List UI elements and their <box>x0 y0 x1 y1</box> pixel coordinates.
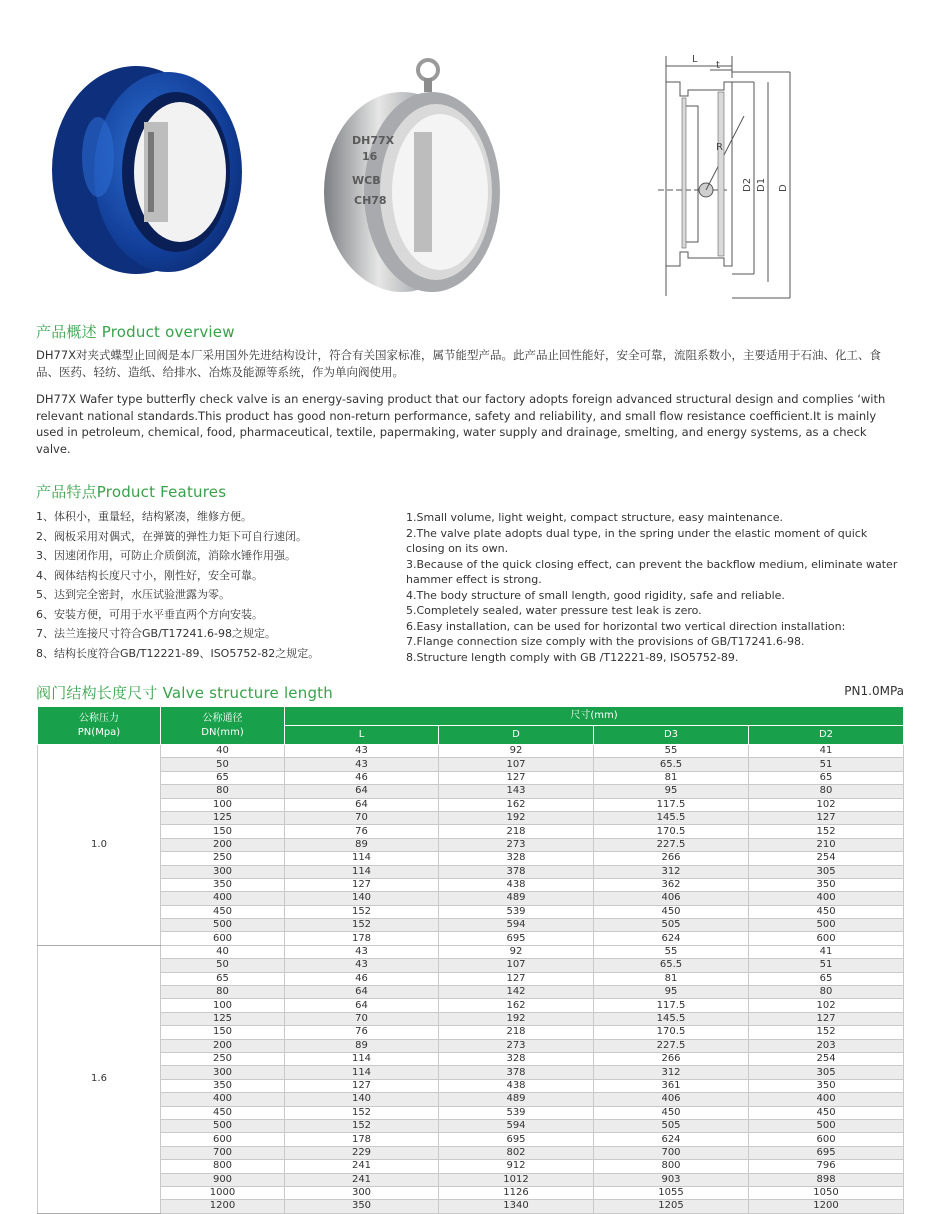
table-row <box>38 892 904 905</box>
d3-cell: 450 <box>594 1106 749 1119</box>
d-cell: 92 <box>439 945 594 958</box>
dn-cell: 40 <box>161 945 285 958</box>
steel-valve-marking-2: 16 <box>362 150 378 163</box>
d-cell: 539 <box>439 905 594 918</box>
steel-valve-marking-1: DH77X <box>352 134 395 147</box>
l-cell: 229 <box>285 1146 439 1159</box>
l-cell: 152 <box>285 1106 439 1119</box>
dn-cell: 80 <box>161 785 285 798</box>
diagram-label-R: R <box>716 142 723 153</box>
d3-cell: 800 <box>594 1160 749 1173</box>
table-row <box>38 1039 904 1052</box>
d-cell: 438 <box>439 1079 594 1092</box>
dn-cell: 600 <box>161 1133 285 1146</box>
dn-cell: 350 <box>161 878 285 891</box>
table-row <box>38 771 904 784</box>
l-cell: 152 <box>285 1119 439 1132</box>
d-cell: 127 <box>439 972 594 985</box>
l-cell: 152 <box>285 905 439 918</box>
l-cell: 127 <box>285 878 439 891</box>
d-cell: 192 <box>439 1012 594 1025</box>
dn-cell: 80 <box>161 986 285 999</box>
d2-cell: 350 <box>749 1079 904 1092</box>
d3-cell: 145.5 <box>594 811 749 824</box>
d2-cell: 450 <box>749 1106 904 1119</box>
d3-cell: 117.5 <box>594 798 749 811</box>
dn-cell: 250 <box>161 852 285 865</box>
table-row <box>38 999 904 1012</box>
dn-cell: 150 <box>161 1026 285 1039</box>
feature-cn-5: 5、达到完全密封，水压试验泄露为零。 <box>36 588 230 601</box>
l-cell: 140 <box>285 892 439 905</box>
l-cell: 64 <box>285 999 439 1012</box>
table-row <box>38 1026 904 1039</box>
d2-cell: 65 <box>749 972 904 985</box>
table-row <box>38 878 904 891</box>
d-cell: 192 <box>439 811 594 824</box>
d2-cell: 41 <box>749 945 904 958</box>
table-row <box>38 1066 904 1079</box>
d-cell: 127 <box>439 771 594 784</box>
table-row <box>38 959 904 972</box>
valve-structure-table <box>37 706 904 1214</box>
l-cell: 43 <box>285 945 439 958</box>
l-cell: 89 <box>285 1039 439 1052</box>
d3-cell: 362 <box>594 878 749 891</box>
features-list-cn <box>36 507 386 663</box>
d-cell: 162 <box>439 999 594 1012</box>
d3-cell: 700 <box>594 1146 749 1159</box>
diagram-label-D1: D1 <box>756 177 767 192</box>
d-cell: 695 <box>439 932 594 945</box>
d2-cell: 254 <box>749 852 904 865</box>
header-size: 尺寸(mm) <box>285 707 904 726</box>
d3-cell: 81 <box>594 972 749 985</box>
d2-cell: 600 <box>749 932 904 945</box>
table-row <box>38 1106 904 1119</box>
d-cell: 1012 <box>439 1173 594 1186</box>
diagram-label-D: D <box>778 184 789 192</box>
d2-cell: 210 <box>749 838 904 851</box>
l-cell: 350 <box>285 1200 439 1213</box>
l-cell: 70 <box>285 1012 439 1025</box>
d2-cell: 102 <box>749 798 904 811</box>
table-row <box>38 745 904 758</box>
feature-en-3: 3.Because of the quick closing effect, can prevent the backflow medium, eliminate water hammer effect is strong. <box>406 557 898 586</box>
d2-cell: 127 <box>749 1012 904 1025</box>
d2-cell: 203 <box>749 1039 904 1052</box>
l-cell: 140 <box>285 1093 439 1106</box>
dn-cell: 800 <box>161 1160 285 1173</box>
d-cell: 378 <box>439 865 594 878</box>
d2-cell: 500 <box>749 919 904 932</box>
d3-cell: 55 <box>594 945 749 958</box>
features-title: 产品特点Product Features <box>36 483 227 501</box>
table-row <box>38 811 904 824</box>
header-pn-en: PN(Mpa) <box>77 726 121 738</box>
table-row <box>38 1133 904 1146</box>
d3-cell: 624 <box>594 1133 749 1146</box>
feature-en-4: 4.The body structure of small length, good rigidity, safe and reliable. <box>406 588 785 602</box>
l-cell: 114 <box>285 852 439 865</box>
table-row <box>38 1200 904 1213</box>
overview-text-cn: DH77X对夹式蝶型止回阀是本厂采用国外先进结构设计，符合有关国家标准，属节能型产品。此产品止回性能好，安全可靠，流阻系数小，主要适用于石油、化工、食品、医药、轻纺、造纸、给排水、冶炼及能源等系统，作为单向阀使用。 <box>36 348 882 379</box>
d-cell: 1126 <box>439 1186 594 1199</box>
d2-cell: 305 <box>749 1066 904 1079</box>
table-row <box>38 932 904 945</box>
header-dn-cn: 公称通径 <box>202 712 243 724</box>
table-body <box>38 745 904 1214</box>
diagram-label-D2: D2 <box>742 177 753 192</box>
l-cell: 76 <box>285 1026 439 1039</box>
header-pn <box>38 707 161 745</box>
l-cell: 152 <box>285 919 439 932</box>
d3-cell: 170.5 <box>594 1026 749 1039</box>
d3-cell: 312 <box>594 1066 749 1079</box>
d2-cell: 80 <box>749 785 904 798</box>
feature-cn-7: 7、法兰连接尺寸符合GB/T17241.6-98之规定。 <box>36 627 276 640</box>
diagram-label-L: L <box>692 54 698 65</box>
d-cell: 273 <box>439 1039 594 1052</box>
d3-cell: 361 <box>594 1079 749 1092</box>
d-cell: 1340 <box>439 1200 594 1213</box>
d2-cell: 500 <box>749 1119 904 1132</box>
l-cell: 114 <box>285 865 439 878</box>
d-cell: 539 <box>439 1106 594 1119</box>
table-row <box>38 1186 904 1199</box>
d2-cell: 796 <box>749 1160 904 1173</box>
table-row <box>38 919 904 932</box>
d-cell: 107 <box>439 959 594 972</box>
d3-cell: 505 <box>594 919 749 932</box>
d2-cell: 152 <box>749 1026 904 1039</box>
d3-cell: 406 <box>594 1093 749 1106</box>
feature-cn-3: 3、因速闭作用，可防止介质倒流，消除水锤作用强。 <box>36 549 296 562</box>
d3-cell: 450 <box>594 905 749 918</box>
blue-valve-image <box>48 62 248 282</box>
d2-cell: 350 <box>749 878 904 891</box>
table-row <box>38 1052 904 1065</box>
l-cell: 43 <box>285 745 439 758</box>
l-cell: 46 <box>285 771 439 784</box>
header-col-D3: D3 <box>594 726 749 745</box>
d2-cell: 305 <box>749 865 904 878</box>
d2-cell: 41 <box>749 745 904 758</box>
table-row <box>38 852 904 865</box>
table-row <box>38 1160 904 1173</box>
dn-cell: 65 <box>161 972 285 985</box>
table-row <box>38 1012 904 1025</box>
table-row <box>38 825 904 838</box>
dn-cell: 50 <box>161 758 285 771</box>
valve-dimension-diagram <box>658 46 804 306</box>
feature-en-8: 8.Structure length comply with GB /T12221-89, ISO5752-89. <box>406 650 739 664</box>
dn-cell: 450 <box>161 1106 285 1119</box>
d2-cell: 254 <box>749 1052 904 1065</box>
dn-cell: 300 <box>161 1066 285 1079</box>
d3-cell: 406 <box>594 892 749 905</box>
d3-cell: 312 <box>594 865 749 878</box>
d-cell: 594 <box>439 919 594 932</box>
d-cell: 92 <box>439 745 594 758</box>
d3-cell: 65.5 <box>594 959 749 972</box>
d3-cell: 227.5 <box>594 838 749 851</box>
d3-cell: 1205 <box>594 1200 749 1213</box>
feature-cn-1: 1、体积小，重量轻，结构紧凑，维修方便。 <box>36 510 252 523</box>
table-row <box>38 905 904 918</box>
d-cell: 328 <box>439 1052 594 1065</box>
d-cell: 378 <box>439 1066 594 1079</box>
feature-cn-2: 2、阀板采用对偶式，在弹簧的弹性力矩下可自行速闭。 <box>36 529 307 543</box>
dn-cell: 400 <box>161 1093 285 1106</box>
l-cell: 114 <box>285 1052 439 1065</box>
dn-cell: 250 <box>161 1052 285 1065</box>
d3-cell: 65.5 <box>594 758 749 771</box>
dn-cell: 100 <box>161 798 285 811</box>
d2-cell: 695 <box>749 1146 904 1159</box>
d2-cell: 80 <box>749 986 904 999</box>
header-dn-en: DN(mm) <box>201 726 244 738</box>
d3-cell: 266 <box>594 1052 749 1065</box>
table-row <box>38 1146 904 1159</box>
l-cell: 70 <box>285 811 439 824</box>
d-cell: 218 <box>439 1026 594 1039</box>
l-cell: 241 <box>285 1160 439 1173</box>
table-row <box>38 1173 904 1186</box>
table-row <box>38 798 904 811</box>
pn-cell: 1.6 <box>38 945 161 1213</box>
steel-valve-marking-3: WCB <box>352 174 381 187</box>
pn-cell: 1.0 <box>38 745 161 946</box>
d2-cell: 51 <box>749 959 904 972</box>
l-cell: 114 <box>285 1066 439 1079</box>
d-cell: 218 <box>439 825 594 838</box>
structure-title: 阀门结构长度尺寸 Valve structure length <box>36 684 333 702</box>
pn-note: PN1.0MPa <box>844 684 904 698</box>
d2-cell: 51 <box>749 758 904 771</box>
d3-cell: 117.5 <box>594 999 749 1012</box>
dn-cell: 1200 <box>161 1200 285 1213</box>
d3-cell: 227.5 <box>594 1039 749 1052</box>
table-row <box>38 758 904 771</box>
l-cell: 76 <box>285 825 439 838</box>
dn-cell: 500 <box>161 1119 285 1132</box>
d-cell: 912 <box>439 1160 594 1173</box>
d3-cell: 95 <box>594 785 749 798</box>
feature-cn-6: 6、安装方便，可用于水平垂直两个方向安装。 <box>36 607 263 621</box>
d2-cell: 898 <box>749 1173 904 1186</box>
d3-cell: 266 <box>594 852 749 865</box>
overview-title: 产品概述 Product overview <box>36 323 235 341</box>
l-cell: 64 <box>285 785 439 798</box>
d-cell: 489 <box>439 1093 594 1106</box>
d2-cell: 400 <box>749 892 904 905</box>
d3-cell: 55 <box>594 745 749 758</box>
l-cell: 46 <box>285 972 439 985</box>
d2-cell: 152 <box>749 825 904 838</box>
d3-cell: 903 <box>594 1173 749 1186</box>
d-cell: 328 <box>439 852 594 865</box>
header-col-D2: D2 <box>749 726 904 745</box>
l-cell: 241 <box>285 1173 439 1186</box>
header-pn-cn: 公称压力 <box>79 712 119 724</box>
dn-cell: 600 <box>161 932 285 945</box>
features-list-en <box>406 510 900 665</box>
feature-cn-4: 4、阀体结构长度尺寸小，刚性好，安全可靠。 <box>36 568 263 582</box>
feature-en-7: 7.Flange connection size comply with the provisions of GB/T17241.6-98. <box>406 635 805 648</box>
header-dn <box>161 707 285 745</box>
table-row <box>38 945 904 958</box>
dn-cell: 200 <box>161 1039 285 1052</box>
l-cell: 43 <box>285 959 439 972</box>
d-cell: 489 <box>439 892 594 905</box>
table-row <box>38 986 904 999</box>
dn-cell: 700 <box>161 1146 285 1159</box>
d-cell: 594 <box>439 1119 594 1132</box>
d-cell: 438 <box>439 878 594 891</box>
overview-text-en: DH77X Wafer type butterfly check valve is an energy-saving product that our factory adopts foreign advanced structural design and complies ‘with relevant national standards.This product has good non-return performance, safety and reliability, and small flow resistance coefficient.It is mainly used in petroleum, chemical, food, pharmaceutical, textile, papermaking, water supply and drainage, smelting, and energy systems, as a check valve. <box>36 392 886 456</box>
d-cell: 162 <box>439 798 594 811</box>
d3-cell: 95 <box>594 986 749 999</box>
dn-cell: 40 <box>161 745 285 758</box>
l-cell: 64 <box>285 798 439 811</box>
feature-en-1: 1.Small volume, light weight, compact structure, easy maintenance. <box>406 511 784 524</box>
dn-cell: 125 <box>161 1012 285 1025</box>
l-cell: 89 <box>285 838 439 851</box>
table-row <box>38 1079 904 1092</box>
table-row <box>38 972 904 985</box>
l-cell: 178 <box>285 1133 439 1146</box>
feature-cn-8: 8、结构长度符合GB/T12221-89、ISO5752-82之规定。 <box>36 646 320 660</box>
d3-cell: 145.5 <box>594 1012 749 1025</box>
dn-cell: 300 <box>161 865 285 878</box>
d3-cell: 624 <box>594 932 749 945</box>
l-cell: 64 <box>285 986 439 999</box>
steel-valve-marking-4: CH78 <box>354 194 387 207</box>
d2-cell: 400 <box>749 1093 904 1106</box>
diagram-label-t: t <box>716 60 720 71</box>
d-cell: 107 <box>439 758 594 771</box>
l-cell: 127 <box>285 1079 439 1092</box>
dn-cell: 350 <box>161 1079 285 1092</box>
l-cell: 300 <box>285 1186 439 1199</box>
d2-cell: 102 <box>749 999 904 1012</box>
dn-cell: 150 <box>161 825 285 838</box>
d-cell: 142 <box>439 986 594 999</box>
d3-cell: 505 <box>594 1119 749 1132</box>
header-col-L: L <box>285 726 439 745</box>
dn-cell: 1000 <box>161 1186 285 1199</box>
table-row <box>38 1093 904 1106</box>
d2-cell: 65 <box>749 771 904 784</box>
table-row <box>38 1119 904 1132</box>
dn-cell: 500 <box>161 919 285 932</box>
dn-cell: 450 <box>161 905 285 918</box>
dn-cell: 50 <box>161 959 285 972</box>
dn-cell: 400 <box>161 892 285 905</box>
dn-cell: 900 <box>161 1173 285 1186</box>
d2-cell: 1200 <box>749 1200 904 1213</box>
l-cell: 178 <box>285 932 439 945</box>
d-cell: 802 <box>439 1146 594 1159</box>
dn-cell: 65 <box>161 771 285 784</box>
table-row <box>38 785 904 798</box>
dn-cell: 200 <box>161 838 285 851</box>
feature-en-2: 2.The valve plate adopts dual type, in the spring under the elastic moment of quick closing on its own. <box>406 526 868 555</box>
feature-en-6: 6.Easy installation, can be used for horizontal two vertical direction installation: <box>406 619 846 633</box>
l-cell: 43 <box>285 758 439 771</box>
d3-cell: 1055 <box>594 1186 749 1199</box>
d3-cell: 170.5 <box>594 825 749 838</box>
d-cell: 695 <box>439 1133 594 1146</box>
dn-cell: 125 <box>161 811 285 824</box>
d-cell: 273 <box>439 838 594 851</box>
d3-cell: 81 <box>594 771 749 784</box>
steel-valve-image <box>322 52 506 300</box>
d2-cell: 600 <box>749 1133 904 1146</box>
table-row <box>38 838 904 851</box>
d-cell: 143 <box>439 785 594 798</box>
d2-cell: 127 <box>749 811 904 824</box>
feature-en-5: 5.Completely sealed, water pressure test leak is zero. <box>406 604 702 617</box>
d2-cell: 450 <box>749 905 904 918</box>
dn-cell: 100 <box>161 999 285 1012</box>
header-col-D: D <box>439 726 594 745</box>
table-row <box>38 865 904 878</box>
d2-cell: 1050 <box>749 1186 904 1199</box>
